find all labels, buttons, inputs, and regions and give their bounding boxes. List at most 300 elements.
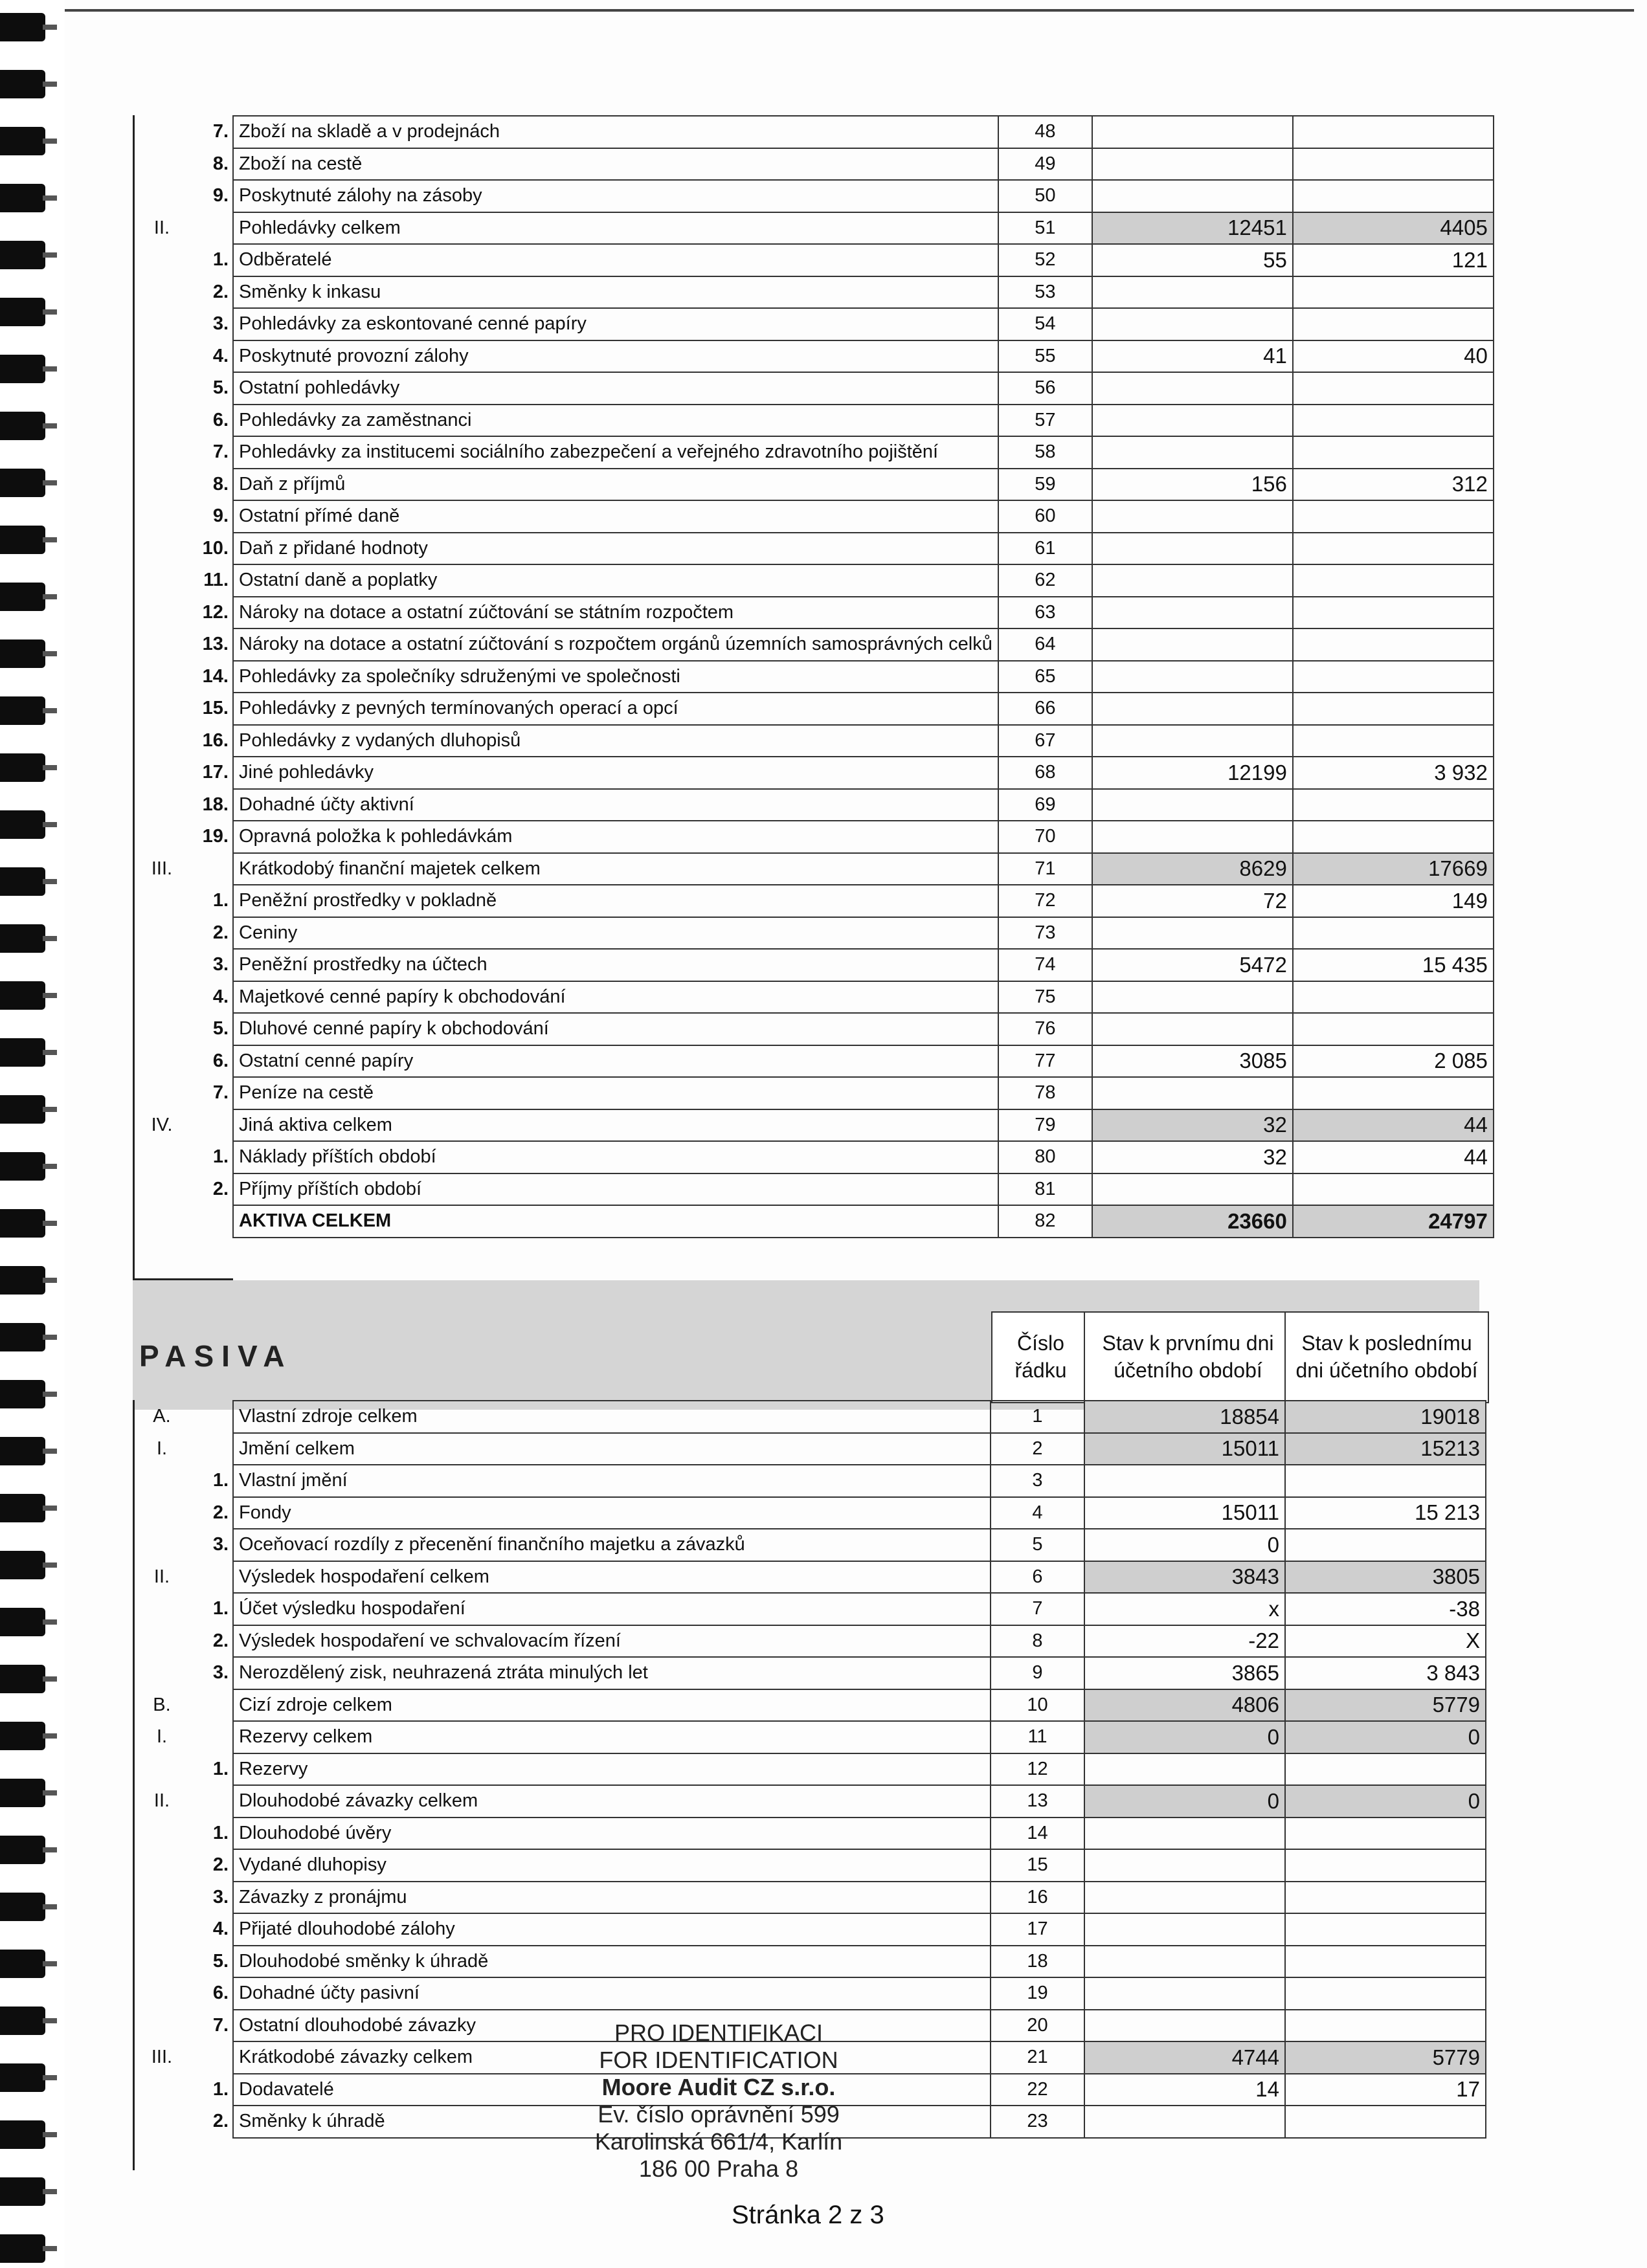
binding-coil [0,1323,45,1351]
row-number: 9 [991,1657,1084,1689]
section-roman [136,1497,188,1529]
value-first-day: 0 [1084,1529,1285,1561]
item-number: 2. [212,2111,229,2132]
item-label: Nároky na dotace a ostatní zúčtování s rozpočtem orgánů územních samosprávných celků [233,628,998,661]
value-first-day [1092,1173,1293,1206]
value-first-day [1092,1077,1293,1109]
item-number: 2. [212,1178,229,1199]
value-last-day: 17669 [1293,853,1494,885]
stamp-line-6: 186 00 Praha 8 [638,2155,799,2182]
row-number: 81 [998,1173,1092,1206]
item-label: Pohledávky celkem [233,212,998,245]
section-roman [136,757,188,789]
table-row [136,949,1494,981]
section-roman [136,693,188,725]
item-label: Peníze na cestě [233,1077,998,1109]
section-roman: IV. [151,1114,173,1135]
binding-coil [0,583,45,611]
row-number: 68 [998,757,1092,789]
pasiva-title: PASIVA [139,1339,293,1373]
table-row [136,180,1494,212]
item-label: Majetkové cenné papíry k obchodování [233,981,998,1014]
value-last-day: 24797 [1293,1205,1494,1238]
table-row [136,405,1494,437]
item-label: Dluhové cenné papíry k obchodování [233,1013,998,1045]
table-row [136,533,1494,565]
item-label: Jiná aktiva celkem [233,1109,998,1142]
item-label: Náklady příštích období [233,1141,998,1173]
table-row [136,1657,1486,1689]
binding-coil [0,70,45,98]
binding-coil [0,1836,45,1864]
stamp-line-5: Karolinská 661/4, Karlín [594,2128,843,2155]
item-number [188,853,233,885]
binding-coil [0,1209,45,1238]
value-last-day [1293,981,1494,1014]
row-number: 3 [991,1465,1084,1497]
section-roman [136,372,188,405]
value-last-day [1293,308,1494,340]
item-number: 2. [212,1502,229,1523]
row-number: 51 [998,212,1092,245]
table-row [136,1205,1494,1238]
section-roman [136,1593,188,1625]
row-number: 65 [998,661,1092,693]
value-last-day: 3 843 [1285,1657,1486,1689]
item-label: Jmění celkem [233,1433,991,1465]
value-first-day: 3085 [1092,1045,1293,1078]
item-label: Odběratelé [233,244,998,276]
section-roman [136,628,188,661]
section-roman [136,148,188,181]
table-row [136,1465,1486,1497]
item-label: Pohledávky za eskontované cenné papíry [233,308,998,340]
value-last-day [1293,1013,1494,1045]
section-roman [136,661,188,693]
value-last-day [1285,1946,1486,1978]
section-roman: I. [156,1726,168,1748]
value-last-day: 5779 [1285,1689,1486,1722]
value-first-day: 0 [1084,1721,1285,1753]
table-row [136,276,1494,309]
binding-coil [0,1437,45,1465]
value-last-day: 0 [1285,1721,1486,1753]
item-label: Pohledávky za společníky sdruženými ve společnosti [233,661,998,693]
row-number: 82 [998,1205,1092,1238]
section-roman: A. [153,1406,171,1427]
row-number: 56 [998,372,1092,405]
section-roman [136,981,188,1014]
value-last-day [1293,1173,1494,1206]
table-row [136,1913,1486,1946]
item-number: 1. [212,2078,229,2100]
row-number: 17 [991,1913,1084,1946]
section-roman [136,1913,188,1946]
item-label: Pohledávky za zaměstnanci [233,405,998,437]
table-row [136,1173,1494,1206]
value-first-day [1084,1465,1285,1497]
binding-coil [0,1722,45,1750]
item-number: 8. [212,153,229,174]
value-first-day [1084,1977,1285,2010]
item-number [188,212,233,245]
table-row [136,1401,1486,1433]
item-number: 7. [212,441,229,463]
section-roman [136,1013,188,1045]
value-first-day [1084,1882,1285,1914]
section-roman: II. [153,1566,170,1587]
value-last-day [1293,917,1494,950]
item-number: 3. [212,313,229,335]
value-first-day: 12451 [1092,212,1293,245]
value-first-day: 4806 [1084,1689,1285,1722]
section-roman [136,1882,188,1914]
value-first-day [1092,597,1293,629]
value-last-day: 17 [1285,2074,1486,2106]
item-label: Vydané dluhopisy [233,1849,991,1882]
value-last-day: 44 [1293,1109,1494,1142]
item-label: Ceniny [233,917,998,950]
item-label: Pohledávky z pevných termínovaných operací a opcí [233,693,998,725]
binding-coil [0,2234,45,2263]
stamp-line-4: Ev. číslo oprávnění 599 [598,2101,840,2128]
value-last-day: 44 [1293,1141,1494,1173]
item-number [188,1785,233,1818]
item-label: Dohadné účty pasivní [233,1977,991,2010]
table-row [136,821,1494,853]
item-number: 6. [212,1983,229,2004]
item-label: Ostatní přímé daně [233,500,998,533]
value-last-day: 4405 [1293,212,1494,245]
value-last-day [1293,500,1494,533]
section-roman [136,1141,188,1173]
col-header-last-day: Stav k poslednímu dni účetního období [1284,1311,1489,1403]
item-label: Vlastní zdroje celkem [233,1401,991,1433]
item-number: 10. [202,537,229,559]
binding-coil [0,639,45,668]
item-label: Dlouhodobé závazky celkem [233,1785,991,1818]
value-last-day [1285,1913,1486,1946]
row-number: 5 [991,1529,1084,1561]
table-row [136,917,1494,950]
item-number: 4. [212,345,229,366]
section-roman: II. [153,1790,170,1812]
table-row [136,340,1494,373]
item-number: 2. [212,1630,229,1651]
row-number: 52 [998,244,1092,276]
table-row [136,661,1494,693]
binding-coil [0,241,45,269]
row-number: 15 [991,1849,1084,1882]
value-first-day: -22 [1084,1625,1285,1658]
table-row [136,885,1494,917]
row-number: 74 [998,949,1092,981]
item-number: 1. [212,890,229,911]
value-first-day [1092,628,1293,661]
item-number: 14. [202,665,229,687]
item-label: Příjmy příštích období [233,1173,998,1206]
item-number: 3. [212,1886,229,1907]
value-last-day: 15 435 [1293,949,1494,981]
item-label: Fondy [233,1497,991,1529]
table-row [136,116,1494,148]
item-number: 7. [212,121,229,142]
item-number: 1. [212,1822,229,1843]
value-last-day [1293,116,1494,148]
section-roman [136,2106,188,2138]
item-number: 15. [202,698,229,719]
section-roman [136,469,188,501]
value-last-day [1293,661,1494,693]
row-number: 71 [998,853,1092,885]
value-last-day: X [1285,1625,1486,1658]
item-number: 4. [212,986,229,1007]
item-label: Poskytnuté zálohy na zásoby [233,180,998,212]
value-last-day [1293,372,1494,405]
item-label: Pohledávky za institucemi sociálního zabezpečení a veřejného zdravotního pojištění [233,436,998,469]
item-label: Peněžní prostředky na účtech [233,949,998,981]
row-number: 60 [998,500,1092,533]
value-first-day: 14 [1084,2074,1285,2106]
row-number: 63 [998,597,1092,629]
table-row [136,1433,1486,1465]
table-row [136,212,1494,245]
value-first-day: 5472 [1092,949,1293,981]
table-row [136,1593,1486,1625]
table-row [136,469,1494,501]
table-row [136,1946,1486,1978]
section-roman [136,500,188,533]
section-roman [136,340,188,373]
table-row [136,1977,1486,2010]
section-roman [136,244,188,276]
row-number: 22 [991,2074,1084,2106]
value-last-day: 15213 [1285,1433,1486,1465]
section-roman [136,1529,188,1561]
item-label: Peněžní prostředky v pokladně [233,885,998,917]
row-number: 75 [998,981,1092,1014]
row-number: 18 [991,1946,1084,1978]
value-first-day: 15011 [1084,1433,1285,1465]
row-number: 2 [991,1433,1084,1465]
binding-coil [0,1380,45,1408]
section-roman [136,1205,188,1238]
binding-coil [0,526,45,554]
binding-coil [0,2177,45,2206]
item-number: 12. [202,601,229,623]
row-number: 78 [998,1077,1092,1109]
section-roman: III. [151,2047,173,2068]
binding-coil [0,1665,45,1693]
value-first-day: 55 [1092,244,1293,276]
item-label: Směnky k úhradě [233,2106,991,2138]
row-number: 49 [998,148,1092,181]
value-last-day: 149 [1293,885,1494,917]
binding-coil [0,867,45,896]
value-first-day [1092,789,1293,821]
value-first-day [1092,372,1293,405]
table-row [136,693,1494,725]
value-last-day [1285,1529,1486,1561]
binding-coil [0,1779,45,1807]
row-number: 61 [998,533,1092,565]
section-roman [136,533,188,565]
item-number: 6. [212,1050,229,1071]
page-number: Stránka 2 z 3 [732,2201,884,2229]
item-label: Ostatní pohledávky [233,372,998,405]
section-roman [136,1977,188,2010]
value-last-day [1293,405,1494,437]
row-number: 79 [998,1109,1092,1142]
row-number: 7 [991,1593,1084,1625]
item-number [188,1109,233,1142]
section-roman [136,1173,188,1206]
section-roman [136,564,188,597]
binding-coil [0,2007,45,2035]
value-last-day [1293,276,1494,309]
value-last-day [1285,1753,1486,1786]
item-number: 7. [212,2014,229,2036]
item-label: Směnky k inkasu [233,276,998,309]
item-label: Účet výsledku hospodaření [233,1593,991,1625]
value-last-day: 19018 [1285,1401,1486,1433]
row-number: 11 [991,1721,1084,1753]
item-number [188,2041,233,2074]
table-row [136,372,1494,405]
table-row [136,853,1494,885]
col-header-row-number: Číslo řádku [991,1311,1090,1403]
value-first-day: 23660 [1092,1205,1293,1238]
item-number: 5. [212,1950,229,1972]
spiral-binding [0,0,65,2268]
table-row [136,757,1494,789]
item-number [188,1689,233,1722]
item-label: Přijaté dlouhodobé zálohy [233,1913,991,1946]
binding-coil [0,1152,45,1181]
row-number: 20 [991,2010,1084,2042]
value-first-day [1092,693,1293,725]
row-number: 1 [991,1401,1084,1433]
item-label: Ostatní dlouhodobé závazky [233,2010,991,2042]
table-row [136,597,1494,629]
value-first-day [1092,116,1293,148]
value-last-day [1293,436,1494,469]
row-number: 70 [998,821,1092,853]
section-roman: III. [151,858,173,879]
row-number: 66 [998,693,1092,725]
value-first-day [1092,981,1293,1014]
section-roman [136,885,188,917]
table-row [136,564,1494,597]
value-last-day [1293,821,1494,853]
row-number: 14 [991,1818,1084,1850]
row-number: 67 [998,725,1092,757]
section-roman [136,821,188,853]
item-label: Rezervy [233,1753,991,1786]
table-row [136,1625,1486,1658]
row-number: 73 [998,917,1092,950]
value-last-day [1293,597,1494,629]
value-first-day [1084,2010,1285,2042]
section-roman [136,1045,188,1078]
item-label: Daň z příjmů [233,469,998,501]
item-number: 17. [202,762,229,783]
row-number: 50 [998,180,1092,212]
value-last-day [1285,1818,1486,1850]
binding-coil [0,469,45,497]
binding-coil [0,1266,45,1295]
value-last-day [1293,1077,1494,1109]
row-number: 59 [998,469,1092,501]
item-label: Krátkodobé závazky celkem [233,2041,991,2074]
stamp-line-2: FOR IDENTIFICATION [599,2047,838,2073]
item-label: Poskytnuté provozní zálohy [233,340,998,373]
value-last-day [1293,789,1494,821]
item-label: Dlouhodobé úvěry [233,1818,991,1850]
section-roman [136,1465,188,1497]
binding-coil [0,1095,45,1124]
value-first-day: 18854 [1084,1401,1285,1433]
item-label: Ostatní daně a poplatky [233,564,998,597]
value-last-day [1285,2010,1486,2042]
value-first-day: 15011 [1084,1497,1285,1529]
value-first-day: 3843 [1084,1561,1285,1594]
value-first-day [1084,1849,1285,1882]
section-roman [136,1753,188,1786]
value-last-day [1293,148,1494,181]
item-number [188,1205,233,1238]
value-first-day: 12199 [1092,757,1293,789]
item-number [188,1561,233,1594]
binding-coil [0,753,45,782]
section-roman [136,949,188,981]
item-number: 1. [212,1758,229,1779]
binding-coil [0,810,45,839]
item-label: AKTIVA CELKEM [233,1205,998,1238]
section-roman: B. [153,1694,171,1715]
row-number: 12 [991,1753,1084,1786]
value-last-day: 3 932 [1293,757,1494,789]
row-number: 55 [998,340,1092,373]
item-number: 8. [212,473,229,495]
item-label: Jiné pohledávky [233,757,998,789]
table-row [136,725,1494,757]
value-first-day: 4744 [1084,2041,1285,2074]
value-first-day [1084,1913,1285,1946]
binding-coil [0,184,45,212]
table-row [136,1045,1494,1078]
row-number: 8 [991,1625,1084,1658]
value-first-day [1092,661,1293,693]
item-label: Rezervy celkem [233,1721,991,1753]
item-number: 16. [202,729,229,751]
row-number: 69 [998,789,1092,821]
section-roman [136,2074,188,2106]
value-first-day: 32 [1092,1141,1293,1173]
item-label: Dodavatelé [233,2074,991,2106]
table-row [136,628,1494,661]
section-roman [136,917,188,950]
item-number: 1. [212,1598,229,1619]
table-row [136,1077,1494,1109]
item-label: Nerozdělený zisk, neuhrazená ztráta minulých let [233,1657,991,1689]
table-row [136,1109,1494,1142]
value-first-day [1092,725,1293,757]
value-first-day [1092,1013,1293,1045]
row-number: 54 [998,308,1092,340]
item-label: Závazky z pronájmu [233,1882,991,1914]
row-number: 48 [998,116,1092,148]
